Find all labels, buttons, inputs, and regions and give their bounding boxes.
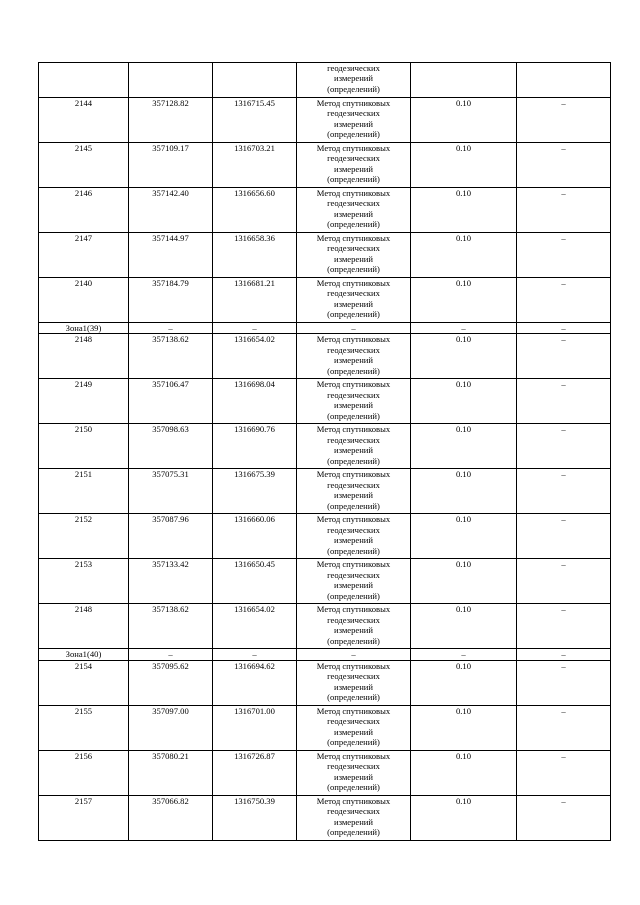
method-line: геодезических [327,108,380,119]
cell-note: – [517,750,611,795]
method-line: (определений) [327,827,380,838]
method-line: геодезических [327,716,380,727]
method-line: (определений) [327,219,380,230]
cell-method [297,604,411,649]
coordinates-table [38,62,611,841]
cell-y: 1316726.87 [213,750,297,795]
cell-note: – [517,143,611,188]
cell-point: 2148 [39,334,129,379]
zone-cell: – [297,649,411,660]
cell-x: 357087.96 [129,514,213,559]
zone-cell: – [213,649,297,660]
method-line: измерений [333,118,374,129]
method-line: (определений) [327,737,380,748]
method-line: измерений [333,816,374,827]
cell-point [39,63,129,98]
table-row [39,188,611,233]
cell-y: 1316690.76 [213,424,297,469]
cell-accuracy: 0.10 [411,795,517,840]
cell-point: 2146 [39,188,129,233]
cell-accuracy: 0.10 [411,334,517,379]
cell-method [297,750,411,795]
cell-y: 1316654.02 [213,334,297,379]
method-line: измерений [333,681,374,692]
cell-method [297,188,411,233]
table-row [39,559,611,604]
cell-note: – [517,705,611,750]
table-row [39,98,611,143]
method-line: геодезических [327,614,380,625]
method-line: (определений) [327,500,380,511]
zone-cell: – [517,323,611,334]
method-line: Метод спутниковых [316,143,391,153]
cell-x: 357138.62 [129,334,213,379]
cell-note [517,63,611,98]
method-line: геодезических [327,761,380,772]
cell-accuracy [411,63,517,98]
zone-cell: – [411,323,517,334]
cell-point: 2156 [39,750,129,795]
table-row [39,278,611,323]
cell-method [297,63,411,98]
cell-accuracy: 0.10 [411,98,517,143]
method-line: Метод спутниковых [316,750,391,761]
method-line: измерений [333,445,374,456]
method-line: (определений) [327,309,380,320]
zone-row [39,649,611,660]
method-line: геодезических [327,288,380,299]
cell-point: 2149 [39,379,129,424]
method-line: измерений [333,726,374,737]
cell-x: 357133.42 [129,559,213,604]
table-row [39,795,611,840]
method-line: Метод спутниковых [316,795,391,806]
method-line: геодезических [327,524,380,535]
table-row [39,604,611,649]
table-row [39,469,611,514]
cell-note: – [517,514,611,559]
method-line: геодезических [327,479,380,490]
cell-x [129,63,213,98]
method-line: измерений [333,625,374,636]
table-row [39,750,611,795]
cell-accuracy: 0.10 [411,705,517,750]
cell-note: – [517,233,611,278]
zone-cell: – [411,649,517,660]
cell-point: 2152 [39,514,129,559]
cell-accuracy: 0.10 [411,278,517,323]
cell-y: 1316650.45 [213,559,297,604]
cell-y [213,63,297,98]
cell-y: 1316701.00 [213,705,297,750]
method-line: измерений [333,535,374,546]
table-row [39,379,611,424]
method-line: Метод спутниковых [316,705,391,716]
cell-accuracy: 0.10 [411,750,517,795]
method-line: Метод спутниковых [316,278,391,288]
table-row [39,514,611,559]
cell-x: 357095.62 [129,660,213,705]
cell-accuracy: 0.10 [411,469,517,514]
cell-y: 1316656.60 [213,188,297,233]
cell-point: 2154 [39,660,129,705]
cell-method [297,469,411,514]
method-line: Метод спутниковых [316,469,391,480]
table-row [39,424,611,469]
method-line: Метод спутниковых [316,559,391,570]
method-line: измерений [333,355,374,366]
cell-x: 357142.40 [129,188,213,233]
method-line: Метод спутниковых [316,233,391,243]
cell-x: 357106.47 [129,379,213,424]
method-line: измерений [333,490,374,501]
cell-y: 1316654.02 [213,604,297,649]
method-line: геодезических [327,243,380,254]
cell-method [297,379,411,424]
cell-accuracy: 0.10 [411,233,517,278]
method-line: (определений) [327,782,380,793]
method-line: (определений) [327,365,380,376]
cell-note: – [517,278,611,323]
cell-x: 357080.21 [129,750,213,795]
table-row [39,143,611,188]
cell-point: 2153 [39,559,129,604]
method-line: (определений) [327,590,380,601]
cell-accuracy: 0.10 [411,424,517,469]
cell-method [297,514,411,559]
cell-y: 1316750.39 [213,795,297,840]
cell-point: 2151 [39,469,129,514]
method-line: (определений) [327,545,380,556]
cell-y: 1316703.21 [213,143,297,188]
cell-accuracy: 0.10 [411,514,517,559]
method-line: измерений [333,208,374,219]
method-line: (определений) [327,455,380,466]
method-line: Метод спутниковых [316,379,391,390]
cell-y: 1316698.04 [213,379,297,424]
cell-accuracy: 0.10 [411,559,517,604]
cell-x: 357144.97 [129,233,213,278]
method-line: Метод спутниковых [316,188,391,198]
zone-label: Зона1(40) [39,649,129,660]
cell-y: 1316658.36 [213,233,297,278]
zone-label: Зона1(39) [39,323,129,334]
cell-method [297,795,411,840]
method-line: измерений [333,298,374,309]
cell-x: 357098.63 [129,424,213,469]
zone-cell: – [517,649,611,660]
cell-x: 357109.17 [129,143,213,188]
cell-method [297,424,411,469]
cell-x: 357066.82 [129,795,213,840]
method-line: (определений) [327,83,380,94]
cell-method [297,334,411,379]
method-line: Метод спутниковых [316,660,391,671]
cell-method [297,559,411,604]
cell-point: 2148 [39,604,129,649]
table-row [39,660,611,705]
method-line: геодезических [327,153,380,164]
cell-x: 357097.00 [129,705,213,750]
method-line: (определений) [327,129,380,140]
cell-x: 357075.31 [129,469,213,514]
method-line: геодезических [327,569,380,580]
cell-method [297,143,411,188]
zone-cell: – [129,323,213,334]
cell-note: – [517,379,611,424]
zone-cell: – [129,649,213,660]
cell-note: – [517,424,611,469]
zone-cell: – [213,323,297,334]
cell-method [297,233,411,278]
method-line: Метод спутниковых [316,334,391,345]
cell-point: 2144 [39,98,129,143]
zone-row [39,323,611,334]
cell-note: – [517,98,611,143]
continuation-row [39,63,611,98]
cell-note: – [517,795,611,840]
method-line: геодезических [327,671,380,682]
method-line: Метод спутниковых [316,604,391,615]
cell-accuracy: 0.10 [411,604,517,649]
zone-cell: – [297,323,411,334]
cell-accuracy: 0.10 [411,143,517,188]
method-line: измерений [333,580,374,591]
cell-note: – [517,188,611,233]
method-line: (определений) [327,692,380,703]
cell-note: – [517,469,611,514]
cell-point: 2150 [39,424,129,469]
cell-point: 2157 [39,795,129,840]
cell-note: – [517,559,611,604]
method-line: (определений) [327,174,380,185]
cell-y: 1316660.06 [213,514,297,559]
cell-accuracy: 0.10 [411,188,517,233]
cell-method [297,278,411,323]
method-line: геодезических [327,434,380,445]
table-body [39,63,611,841]
method-line: измерений [333,73,374,84]
method-line: Метод спутниковых [316,424,391,435]
method-line: Метод спутниковых [316,98,391,108]
cell-point: 2147 [39,233,129,278]
method-line: геодезических [327,198,380,209]
cell-x: 357184.79 [129,278,213,323]
cell-point: 2140 [39,278,129,323]
table-row [39,705,611,750]
cell-y: 1316694.62 [213,660,297,705]
cell-note: – [517,334,611,379]
cell-x: 357138.62 [129,604,213,649]
cell-y: 1316681.21 [213,278,297,323]
cell-accuracy: 0.10 [411,660,517,705]
cell-note: – [517,660,611,705]
cell-y: 1316675.39 [213,469,297,514]
method-line: геодезических [327,806,380,817]
method-line: (определений) [327,635,380,646]
method-line: измерений [333,771,374,782]
cell-method [297,98,411,143]
table-row [39,233,611,278]
method-line: измерений [333,253,374,264]
method-line: измерений [333,400,374,411]
method-line: геодезических [327,344,380,355]
cell-accuracy: 0.10 [411,379,517,424]
method-line: геодезических [327,389,380,400]
method-line: измерений [333,163,374,174]
method-line: (определений) [327,410,380,421]
method-line: Метод спутниковых [316,514,391,525]
cell-y: 1316715.45 [213,98,297,143]
cell-method [297,660,411,705]
table-row [39,334,611,379]
cell-note: – [517,604,611,649]
method-line: (определений) [327,264,380,275]
cell-point: 2145 [39,143,129,188]
cell-x: 357128.82 [129,98,213,143]
cell-method [297,705,411,750]
method-line: геодезических [327,63,380,73]
cell-point: 2155 [39,705,129,750]
